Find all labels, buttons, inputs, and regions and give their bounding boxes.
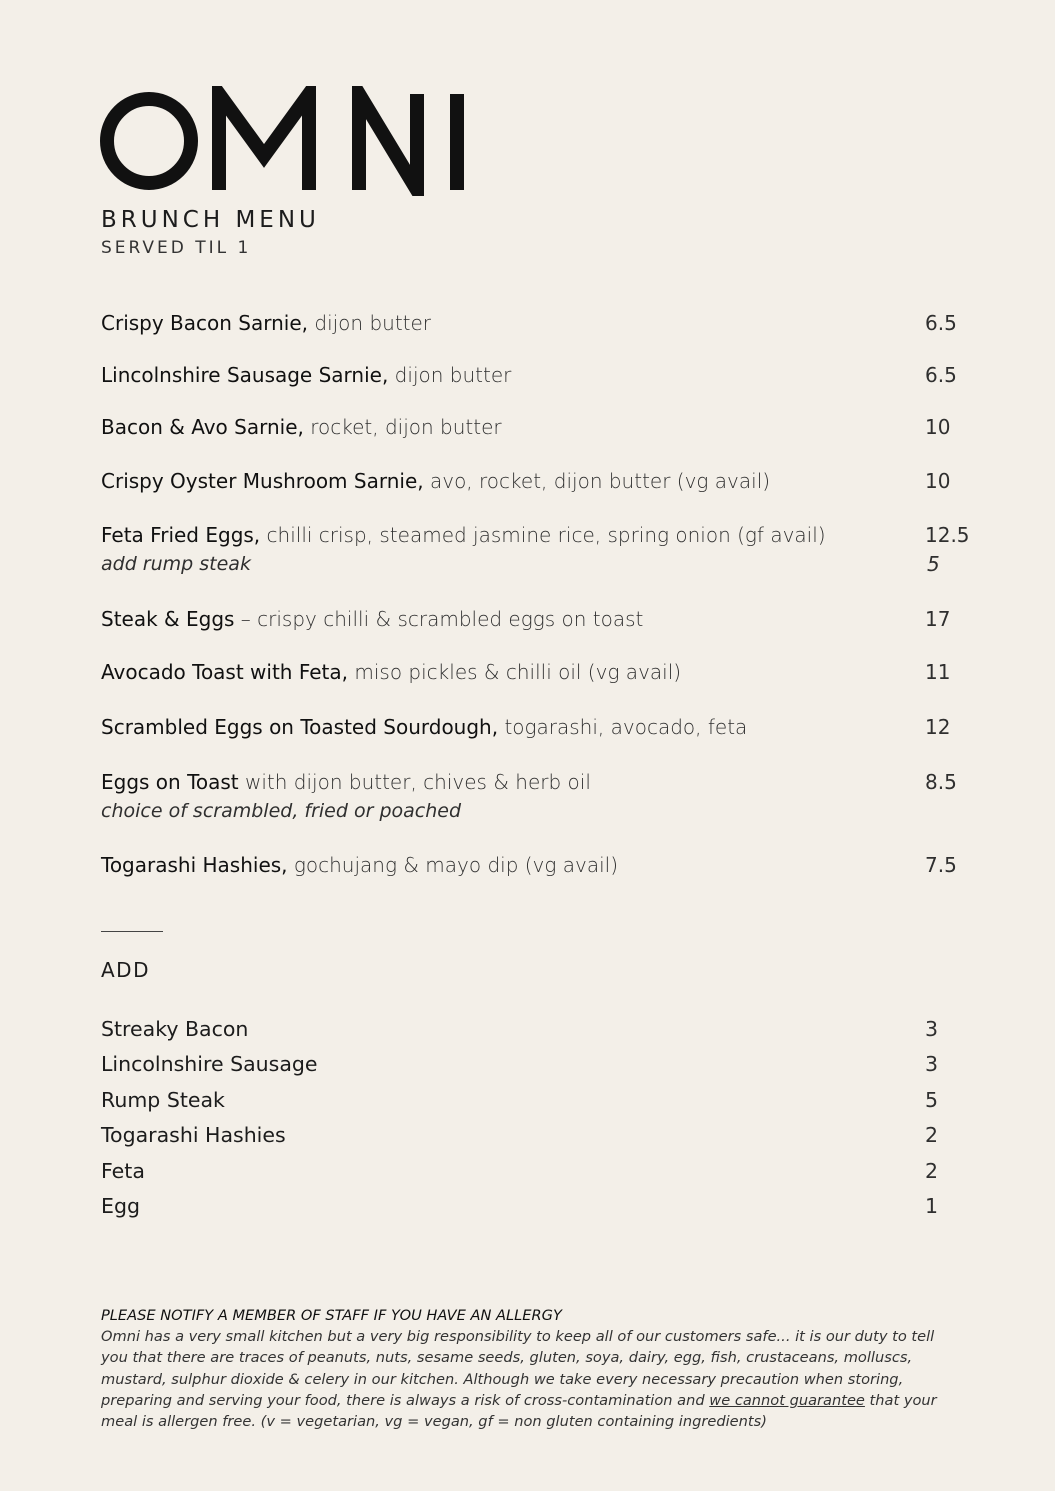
menu-item-description: dijon butter [308, 311, 432, 335]
menu-item-price: 6.5 [925, 363, 957, 387]
allergy-text: Omni has a very small kitchen but a very big responsibility to keep all of our customers safe... it is our duty to tell you that there are traces of peanuts, nuts, sesame seeds, gluten, soya, dairy, egg, fish, crustaceans, molluscs, mustard, sulphur dioxide & celery in our kitchen. Although we take every necessary precaution when storing, preparing and serving your food, there is always a risk of cross-contamination and [101, 1328, 935, 1409]
menu-item [101, 413, 981, 442]
addon-name: Rump Steak [101, 1087, 225, 1112]
addon-price: 2 [925, 1158, 939, 1183]
menu-item-name: Crispy Bacon Sarnie, [101, 311, 309, 335]
addon-list [101, 1014, 981, 1226]
addon-name: Lincolnshire Sausage [101, 1052, 318, 1077]
omni-logo [99, 86, 469, 196]
menu-item [101, 309, 981, 338]
menu-item-price: 6.5 [925, 311, 957, 335]
addon-price: 3 [925, 1052, 939, 1077]
menu-item-name: Lincolnshire Sausage Sarnie, [101, 363, 389, 387]
menu-item-price: 12 [925, 715, 951, 739]
addon-name: Togarashi Hashies [101, 1123, 286, 1148]
addon-price: 1 [925, 1193, 939, 1218]
menu-item-description: – crispy chilli & scrambled eggs on toast [234, 607, 644, 631]
addon-price: 3 [925, 1017, 939, 1041]
menu-item-name: Feta Fried Eggs, [101, 523, 261, 547]
addon-item [101, 1085, 981, 1120]
menu-subtitle: BRUNCH MENU [101, 207, 320, 233]
menu-item-description: with dijon butter, chives & herb oil [238, 770, 591, 794]
addon-item [101, 1120, 981, 1155]
menu-item-name: Crispy Oyster Mushroom Sarnie, [101, 469, 424, 493]
menu-item [101, 361, 981, 390]
menu-item-note-price: 5 [927, 552, 940, 576]
menu-item-price: 11 [925, 660, 951, 684]
addon-price: 5 [925, 1087, 939, 1112]
menu-item-description: miso pickles & chilli oil (vg avail) [348, 660, 682, 684]
allergy-heading: PLEASE NOTIFY A MEMBER OF STAFF IF YOU HAVE AN ALLERGY [101, 1307, 562, 1324]
menu-item-name: Eggs on Toast [101, 770, 239, 794]
menu-item-note: choice of scrambled, fried or poached [101, 800, 462, 822]
allergy-notice [101, 1305, 961, 1432]
menu-item-description: avo, rocket, dijon butter (vg avail) [423, 469, 771, 493]
menu-item-description: rocket, dijon butter [303, 415, 502, 439]
addon-name: Feta [101, 1158, 145, 1183]
served-until: SERVED TIL 1 [101, 238, 252, 258]
addon-name: Egg [101, 1193, 140, 1218]
addon-name: Streaky Bacon [101, 1017, 249, 1041]
add-heading: ADD [101, 958, 150, 982]
menu-item-price: 17 [925, 607, 951, 631]
menu-item-price: 8.5 [925, 770, 957, 794]
addon-item [101, 1049, 981, 1084]
menu-item-price: 12.5 [925, 523, 970, 547]
menu-item-description: togarashi, avocado, feta [498, 715, 748, 739]
menu-item-name: Avocado Toast with Feta, [101, 660, 349, 684]
menu-item [101, 521, 981, 579]
menu-item [101, 658, 981, 687]
menu-item [101, 467, 981, 496]
menu-item-description: chilli crisp, steamed jasmine rice, spring onion (gf avail) [260, 523, 826, 547]
menu-item-name: Scrambled Eggs on Toasted Sourdough, [101, 715, 499, 739]
menu-item [101, 851, 981, 880]
menu-item-name: Togarashi Hashies, [101, 853, 288, 877]
menu-item-price: 10 [925, 415, 951, 439]
addon-item [101, 1191, 981, 1226]
menu-item [101, 713, 981, 742]
addon-price: 2 [925, 1123, 939, 1148]
allergy-text-end: that your meal is allergen free. (v = vegetarian, vg = vegan, gf = non gluten containing ingredients) [101, 1391, 937, 1431]
menu-item-description: dijon butter [388, 363, 512, 387]
menu-item-name: Steak & Eggs [101, 607, 235, 631]
menu-item-name: Bacon & Avo Sarnie, [101, 415, 304, 439]
menu-item-price: 7.5 [925, 853, 957, 877]
addon-item [101, 1014, 981, 1049]
addon-item [101, 1156, 981, 1191]
section-divider [101, 931, 163, 932]
menu-item-description: gochujang & mayo dip (vg avail) [287, 853, 619, 877]
menu-item-note: add rump steak [101, 553, 251, 575]
allergy-guarantee: we cannot guarantee [709, 1391, 865, 1409]
menu-item [101, 605, 981, 634]
menu-item-price: 10 [925, 469, 951, 493]
menu-item [101, 768, 981, 826]
